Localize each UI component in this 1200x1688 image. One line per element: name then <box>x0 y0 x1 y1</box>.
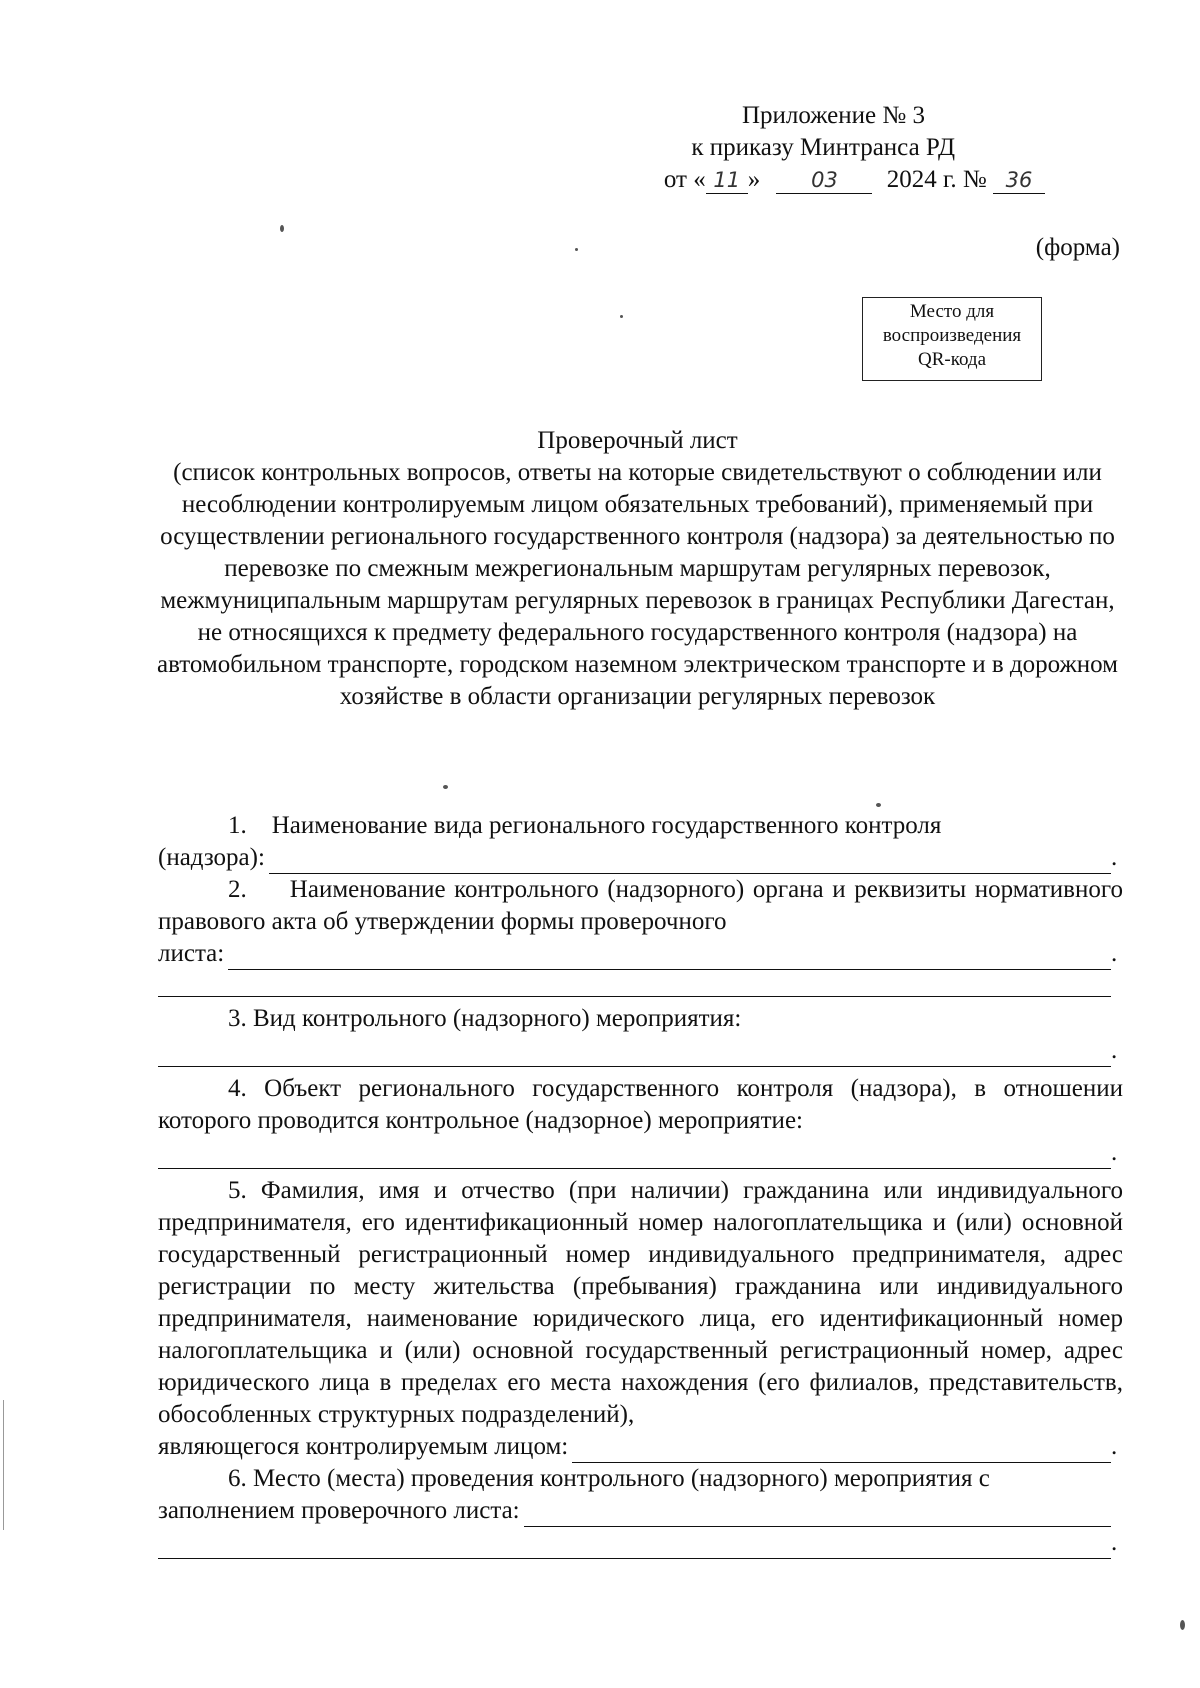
item-2-label-end: листа: <box>158 940 225 967</box>
item-2-text: 2. Наименование контрольного (надзорного) органа и реквизиты нормативного правового акта об утверждении формы проверочного <box>158 876 1123 935</box>
scan-edge-mark <box>3 1400 4 1530</box>
item-2-blank-2[interactable] <box>158 970 1111 997</box>
date-prefix: от « <box>663 166 706 193</box>
item-4-blank[interactable] <box>158 1142 1111 1169</box>
item-6-label-end: заполнением проверочного листа: <box>158 1497 520 1524</box>
title-main: Проверочный лист <box>537 427 738 454</box>
handwritten-day: 11 <box>706 167 748 194</box>
handwritten-order-number: 36 <box>993 167 1045 194</box>
handwritten-month: 03 <box>776 167 872 194</box>
scan-speck <box>620 315 623 318</box>
period: . <box>1111 940 1118 967</box>
item-4-fill-row <box>158 1137 1123 1169</box>
item-1-blank[interactable] <box>269 847 1111 874</box>
item-2-fill-row <box>158 938 1123 970</box>
form-label: (форма) <box>1035 234 1120 261</box>
scan-speck <box>1180 1620 1185 1630</box>
scan-speck <box>876 803 881 807</box>
qr-box-line: QR-кода <box>917 349 987 370</box>
date-mid: » <box>747 166 761 193</box>
period: . <box>1111 844 1118 871</box>
item-1-fill-row <box>158 842 1123 874</box>
item-6-blank[interactable] <box>524 1500 1111 1527</box>
title-subtitle: (список контрольных вопросов, ответы на которые свидетельствуют о соблюдении или несоблюдении контролируемым лицом обязательных требований), применяемый при осуществлении регионального государственного контроля (надзора) за деятельностью по перевозке по смежным межрегиональным маршрутам регулярных перевозок, межмуниципальным маршрутам регулярных перевозок в границах Республики Дагестан, не относящихся к предмету федерального государственного контроля (надзора) на автомобильном транспорте, городском наземном электрическом транспорте и в дорожном хозяйстве в области организации регулярных перевозок <box>156 459 1118 710</box>
item-6-fill-row <box>158 1495 1123 1527</box>
order-date-line <box>664 164 1045 196</box>
item-5-blank[interactable] <box>572 1436 1111 1463</box>
item-3-text: 3. Вид контрольного (надзорного) мероприятия: <box>228 1005 742 1032</box>
period: . <box>1111 1037 1118 1064</box>
item-1-label-end: (надзора): <box>158 844 265 871</box>
qr-code-placeholder <box>862 297 1042 381</box>
period: . <box>1111 1529 1118 1556</box>
document-title <box>150 425 1125 713</box>
year-and-number-label: 2024 г. № <box>886 166 987 193</box>
appendix-number: Приложение № 3 <box>741 102 925 129</box>
scan-speck <box>575 248 578 251</box>
item-6-blank-2[interactable] <box>158 1532 1111 1559</box>
order-reference: к приказу Минтранса РД <box>691 134 955 161</box>
item-5-fill-row <box>158 1431 1123 1463</box>
scan-speck <box>443 785 448 789</box>
item-1-text: 1. Наименование вида регионального государственного контроля <box>228 812 942 839</box>
item-5-text: 5. Фамилия, имя и отчество (при наличии) гражданина или индивидуального предпринимателя, его идентификационный номер налогоплательщика и (или) основной государственный регистрационный номер индивидуального предпринимателя, адрес регистрации по месту жительства (пребывания) гражданина или индивидуального предпринимателя, наименование юридического лица, его идентификационный номер налогоплательщика и (или) основной государственный регистрационный номер, адрес юридического лица в пределах его места нахождения (его филиалов, представительств, обособленных структурных подразделений), <box>158 1177 1123 1428</box>
item-6-extra-row <box>158 1527 1123 1559</box>
period: . <box>1111 1433 1118 1460</box>
form-fields <box>158 810 1123 1559</box>
scan-speck <box>280 225 284 232</box>
qr-box-line: воспроизведения <box>882 325 1022 346</box>
item-2-blank[interactable] <box>228 943 1111 970</box>
item-5-label-end: являющегося контролируемым лицом: <box>158 1433 569 1460</box>
item-4-text: 4. Объект регионального государственного контроля (надзора), в отношении которого проводится контрольное (надзорное) мероприятие: <box>158 1075 1123 1134</box>
qr-box-line: Место для <box>909 301 995 322</box>
item-2-extra-row <box>158 970 1123 997</box>
period: . <box>1111 1139 1118 1166</box>
item-3-fill-row <box>158 1035 1123 1067</box>
item-6-text: 6. Место (места) проведения контрольного (надзорного) мероприятия с <box>228 1465 990 1492</box>
item-3-blank[interactable] <box>158 1040 1111 1067</box>
